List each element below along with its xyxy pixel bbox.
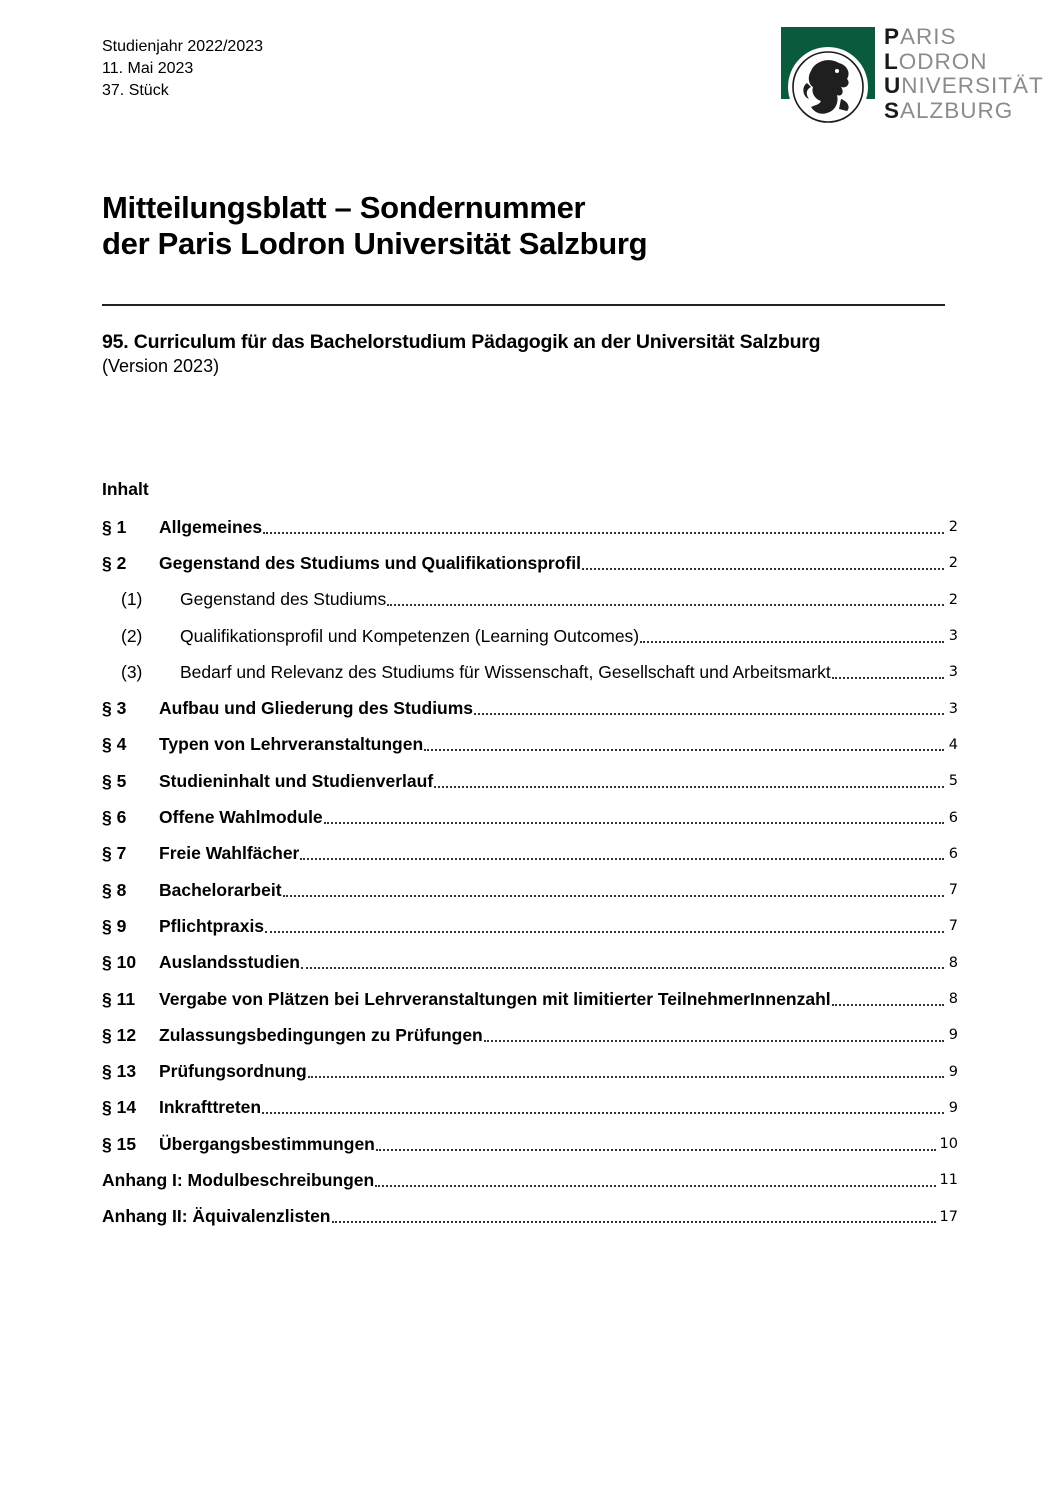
toc-entry[interactable] bbox=[102, 1017, 958, 1053]
toc-entry-number: (1) bbox=[121, 589, 143, 610]
toc-entry[interactable] bbox=[102, 1053, 958, 1089]
toc-entry-number: § 15 bbox=[102, 1133, 137, 1154]
toc-entry-page[interactable]: 4 bbox=[948, 736, 958, 753]
toc-entry-number: (3) bbox=[121, 661, 143, 682]
toc-entry[interactable] bbox=[102, 763, 958, 799]
toc-entry-label[interactable]: Offene Wahlmodule bbox=[159, 807, 323, 828]
toc-entry-number: § 12 bbox=[102, 1024, 137, 1045]
toc-entry-page[interactable]: 2 bbox=[948, 591, 958, 608]
toc-entry[interactable] bbox=[102, 654, 958, 690]
toc-entry-page[interactable]: 5 bbox=[948, 773, 958, 790]
toc-entry-number: § 13 bbox=[102, 1061, 137, 1082]
toc-entry-page[interactable]: 9 bbox=[948, 1063, 958, 1080]
toc-entry[interactable] bbox=[102, 545, 958, 581]
curriculum-heading: 95. Curriculum für das Bachelorstudium Pädagogik an der Universität Salzburg bbox=[102, 331, 821, 353]
toc-entry-page[interactable]: 9 bbox=[948, 1027, 958, 1044]
toc-entry-page[interactable]: 11 bbox=[939, 1172, 958, 1189]
toc-entry-number: § 10 bbox=[102, 952, 137, 973]
title-line-1: Mitteilungsblatt – Sondernummer bbox=[102, 190, 586, 225]
toc-entry-label[interactable]: Studieninhalt und Studienverlauf bbox=[159, 770, 434, 791]
study-year: Studienjahr 2022/2023 bbox=[102, 38, 264, 55]
toc-entry-number: § 14 bbox=[102, 1097, 137, 1118]
toc-entry-label[interactable]: Gegenstand des Studiums und Qualifikationsprofil bbox=[159, 552, 581, 573]
toc-entry-page[interactable]: 6 bbox=[948, 809, 958, 826]
toc-entry-label[interactable]: Anhang II: Äquivalenzlisten bbox=[102, 1206, 331, 1227]
toc-entry-number: § 7 bbox=[102, 843, 127, 864]
toc-entry[interactable] bbox=[102, 727, 958, 763]
toc-entry-page[interactable]: 2 bbox=[948, 519, 958, 536]
toc-entry-page[interactable]: 8 bbox=[948, 991, 958, 1007]
dot-leader bbox=[324, 807, 944, 828]
toc-entry-number: § 5 bbox=[102, 770, 127, 791]
toc-entry-page[interactable]: 10 bbox=[939, 1136, 958, 1153]
toc-entry-label[interactable]: Inkrafttreten bbox=[159, 1097, 262, 1118]
toc-heading: Inhalt bbox=[102, 479, 149, 499]
toc-entry-label[interactable]: Bachelorarbeit bbox=[159, 879, 282, 900]
toc-entry-page[interactable]: 3 bbox=[948, 664, 958, 681]
dot-leader bbox=[375, 1170, 935, 1191]
dot-leader bbox=[265, 916, 944, 937]
table-of-contents bbox=[102, 509, 958, 1235]
dot-leader bbox=[301, 952, 944, 973]
dot-leader bbox=[332, 1206, 936, 1227]
dot-leader bbox=[376, 1134, 936, 1155]
dot-leader bbox=[434, 771, 944, 792]
toc-entry-page[interactable]: 8 bbox=[948, 954, 958, 971]
toc-entry-number: § 8 bbox=[102, 879, 127, 900]
toc-entry[interactable] bbox=[102, 1162, 958, 1198]
title-line-2: der Paris Lodron Universität Salzburg bbox=[102, 226, 648, 261]
toc-entry-label[interactable]: Vergabe von Plätzen bei Lehrveranstaltungen mit limitierter TeilnehmerInnenzahl bbox=[159, 988, 831, 1009]
curriculum-version: (Version 2023) bbox=[102, 356, 220, 376]
toc-entry-label[interactable]: Auslandsstudien bbox=[159, 952, 300, 973]
title-divider bbox=[102, 304, 945, 306]
lion-seal-icon bbox=[781, 27, 875, 127]
toc-entry-number: § 4 bbox=[102, 734, 127, 755]
dot-leader bbox=[262, 1097, 944, 1118]
dot-leader bbox=[832, 662, 944, 683]
toc-entry-label[interactable]: Qualifikationsprofil und Kompetenzen (Learning Outcomes) bbox=[180, 625, 640, 646]
toc-entry[interactable] bbox=[102, 836, 958, 872]
dot-leader bbox=[308, 1061, 944, 1082]
toc-entry-label[interactable]: Aufbau und Gliederung des Studiums bbox=[159, 698, 474, 719]
toc-entry[interactable] bbox=[102, 799, 958, 835]
toc-entry-page[interactable]: 3 bbox=[948, 700, 958, 717]
toc-entry[interactable] bbox=[102, 1126, 958, 1162]
dot-leader bbox=[582, 553, 944, 574]
toc-entry[interactable] bbox=[102, 945, 958, 981]
toc-entry-label[interactable]: Zulassungsbedingungen zu Prüfungen bbox=[159, 1024, 483, 1045]
toc-entry[interactable] bbox=[102, 1199, 958, 1235]
dot-leader bbox=[300, 843, 944, 864]
toc-entry-page[interactable]: 7 bbox=[948, 882, 958, 899]
toc-entry-page[interactable]: 6 bbox=[948, 845, 958, 862]
dot-leader bbox=[832, 989, 944, 1010]
toc-entry[interactable] bbox=[102, 509, 958, 545]
university-logo bbox=[781, 24, 1044, 127]
toc-entry-label[interactable]: Übergangsbestimmungen bbox=[159, 1133, 375, 1154]
toc-entry-page[interactable]: 2 bbox=[948, 555, 958, 572]
toc-entry[interactable] bbox=[102, 618, 958, 654]
toc-entry-page[interactable]: 9 bbox=[948, 1099, 958, 1116]
toc-entry-label[interactable]: Allgemeines bbox=[159, 516, 263, 537]
toc-entry[interactable] bbox=[102, 908, 958, 944]
logo-wordmark: PARIS LODRON UNIVERSITÄT SALZBURG bbox=[884, 24, 1044, 123]
document-meta bbox=[102, 36, 263, 102]
toc-entry[interactable] bbox=[102, 582, 958, 618]
issue-date: 11. Mai 2023 bbox=[102, 60, 194, 77]
toc-entry[interactable] bbox=[102, 981, 958, 1017]
toc-entry-page[interactable]: 17 bbox=[939, 1208, 958, 1225]
toc-entry-label[interactable]: Anhang I: Modulbeschreibungen bbox=[102, 1169, 375, 1190]
dot-leader bbox=[283, 880, 944, 901]
dot-leader bbox=[474, 698, 944, 719]
dot-leader bbox=[263, 517, 944, 538]
toc-entry[interactable] bbox=[102, 1090, 958, 1126]
toc-entry[interactable] bbox=[102, 690, 958, 726]
toc-entry-page[interactable]: 3 bbox=[948, 628, 958, 645]
dot-leader bbox=[387, 589, 944, 610]
issue-number: 37. Stück bbox=[102, 82, 169, 99]
toc-entry-number: § 9 bbox=[102, 915, 127, 936]
toc-entry-number: § 11 bbox=[102, 988, 136, 1009]
toc-entry[interactable] bbox=[102, 872, 958, 908]
toc-entry-label[interactable]: Gegenstand des Studiums bbox=[180, 589, 387, 610]
toc-entry-number: (2) bbox=[121, 625, 143, 646]
dot-leader bbox=[484, 1025, 944, 1046]
toc-entry-page[interactable]: 7 bbox=[948, 918, 958, 935]
toc-entry-number: § 1 bbox=[102, 516, 127, 537]
toc-entry-label[interactable]: Freie Wahlfächer bbox=[159, 843, 300, 864]
dot-leader bbox=[640, 626, 944, 647]
toc-entry-number: § 3 bbox=[102, 698, 127, 719]
dot-leader bbox=[424, 734, 944, 755]
toc-entry-label[interactable]: Prüfungsordnung bbox=[159, 1061, 307, 1082]
toc-entry-number: § 2 bbox=[102, 552, 127, 573]
toc-entry-label[interactable]: Bedarf und Relevanz des Studiums für Wissenschaft, Gesellschaft und Arbeitsmarkt bbox=[180, 661, 831, 682]
page-title bbox=[102, 190, 647, 262]
toc-entry-number: § 6 bbox=[102, 807, 127, 828]
toc-entry-label[interactable]: Typen von Lehrveranstaltungen bbox=[159, 734, 424, 755]
toc-entry-label[interactable]: Pflichtpraxis bbox=[159, 915, 265, 936]
